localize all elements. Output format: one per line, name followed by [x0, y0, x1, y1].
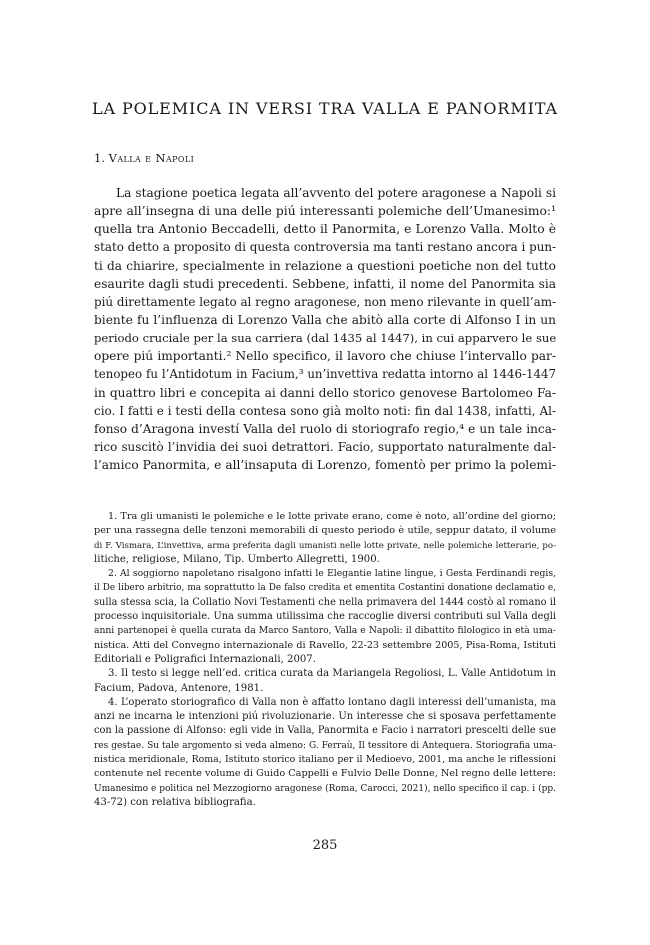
body-line: periodo cruciale per la sua carriera (dal 1435 al 1447), in cui apparvero le sue	[94, 331, 557, 346]
footnote-line: Umanesimo e politica nel Mezzogiorno aragonese (Roma, Carocci, 2021), nello specifico il cap. i (pp.	[94, 783, 556, 794]
body-line: esaurite dagli studi precedenti. Sebbene, infatti, il nome del Panormita sia	[94, 276, 556, 291]
footnote-line: 2. Al soggiorno napoletano risalgono infatti le Elegantie latine lingue, i Gesta Ferdinandi regis,	[108, 568, 556, 580]
footnote-line: con la passione di Alfonso: egli vide in Valla, Panormita e Facio i narratori prescelti delle sue	[94, 725, 556, 737]
footnote-line: litiche, religiose, Milano, Tip. Umberto Allegretti, 1900.	[94, 553, 380, 565]
body-line: ti da chiarire, specialmente in relazione a questioni poetiche non del tutto	[94, 258, 556, 273]
footnotes	[94, 510, 556, 810]
body-line: cio. I fatti e i testi della contesa sono già molto noti: fin dal 1438, infatti, Al-	[94, 403, 556, 418]
body-line: l’amico Panormita, e all’insaputa di Lorenzo, fomentò per primo la polemi-	[94, 458, 556, 473]
body-line: apre all’insegna di una delle piú interessanti polemiche dell’Umanesimo:¹	[94, 204, 556, 219]
section-number: 1.	[94, 151, 105, 165]
section-heading	[94, 151, 194, 165]
footnote-line: Editoriali e Poligrafici Internazionali, 2007.	[94, 653, 316, 665]
section-title: Valla e Napoli	[108, 151, 195, 165]
body-line: La stagione poetica legata all’avvento del potere aragonese a Napoli si	[116, 186, 556, 200]
footnote-line: il De libero arbitrio, ma soprattutto la De falso credita et ementita Costantini donatione declamatio e,	[94, 583, 556, 594]
body-line: piú direttamente legato al regno aragonese, non meno rilevante in quell’am-	[94, 294, 556, 309]
footnote-line: 1. Tra gli umanisti le polemiche e le lotte private erano, come è noto, all’ordine del giorno;	[108, 511, 556, 522]
footnote-line: 3. Il testo si legge nell’ed. critica curata da Mariangela Regoliosi, L. Valle Antidotum in	[108, 668, 556, 680]
body-text	[94, 184, 556, 474]
footnote-line: 4. L’operato storiografico di Valla non è affatto lontano dagli interessi dell’umanista, ma	[108, 696, 556, 708]
footnote-line: di F. Vismara, L’invettiva, arma preferita dagli umanisti nelle lotte private, nelle polemiche letterarie, po-	[94, 540, 556, 551]
body-line: rico suscitò l’invidia dei suoi detrattori. Facio, supportato naturalmente dal-	[94, 439, 556, 454]
body-line: opere piú importanti.² Nello specifico, il lavoro che chiuse l’intervallo par-	[94, 349, 556, 364]
body-line: tenopeo fu l’Antidotum in Facium,³ un’invettiva redatta intorno al 1446-1447	[94, 367, 556, 382]
body-line: in quattro libri e concepita ai danni dello storico genovese Bartolomeo Fa-	[94, 385, 556, 400]
footnote-line: nistica. Atti del Convegno internazionale di Ravello, 22-23 settembre 2005, Pisa-Roma, Istituti	[94, 639, 556, 651]
footnote-line: 43-72) con relativa bibliografia.	[94, 796, 256, 808]
footnote-line: res gestae. Su tale argomento si veda almeno: G. Ferraù, Il tessitore di Antequera. Storiografia uma-	[94, 740, 556, 751]
body-line: quella tra Antonio Beccadelli, detto il Panormita, e Lorenzo Valla. Molto è	[94, 222, 556, 237]
body-line: stato detto a proposito di questa controversia ma tanti restano ancora i pun-	[94, 240, 557, 255]
body-line: fonso d’Aragona investí Valla del ruolo di storiografo regio,⁴ e un tale inca-	[94, 421, 556, 436]
footnote-line: sulla stessa scia, la Collatio Novi Testamenti che nella primavera del 1444 costò al romano il	[94, 596, 556, 608]
chapter-title: LA POLEMICA IN VERSI TRA VALLA E PANORMITA	[91, 99, 558, 118]
footnote-line: anzi ne incarna le intenzioni piú rivoluzionarie. Un interesse che si sposava perfettamente	[94, 711, 556, 723]
footnote-line: Facium, Padova, Antenore, 1981.	[94, 682, 264, 694]
page-number: 285	[312, 838, 338, 853]
footnote-line: contenute nel recente volume di Guido Cappelli e Fulvio Delle Donne, Nel regno delle lettere:	[94, 768, 556, 780]
body-line: biente fu l’influenza di Lorenzo Valla che abitò alla corte di Alfonso I in un	[94, 312, 556, 327]
footnote-line: anni partenopei è quella curata da Marco Santoro, Valla e Napoli: il dibattito filologico in età uma-	[94, 625, 556, 637]
footnote-line: per una rassegna delle tenzoni memorabili di questo periodo è utile, seppur datato, il volume	[94, 525, 556, 537]
footnote-line: processo inquisitoriale. Una summa utilissima che raccoglie diversi contributi sul Valla degli	[94, 611, 556, 623]
footnote-line: nistica meridionale, Roma, Istituto storico italiano per il Medioevo, 2001, ma anche le riflessioni	[94, 754, 556, 766]
